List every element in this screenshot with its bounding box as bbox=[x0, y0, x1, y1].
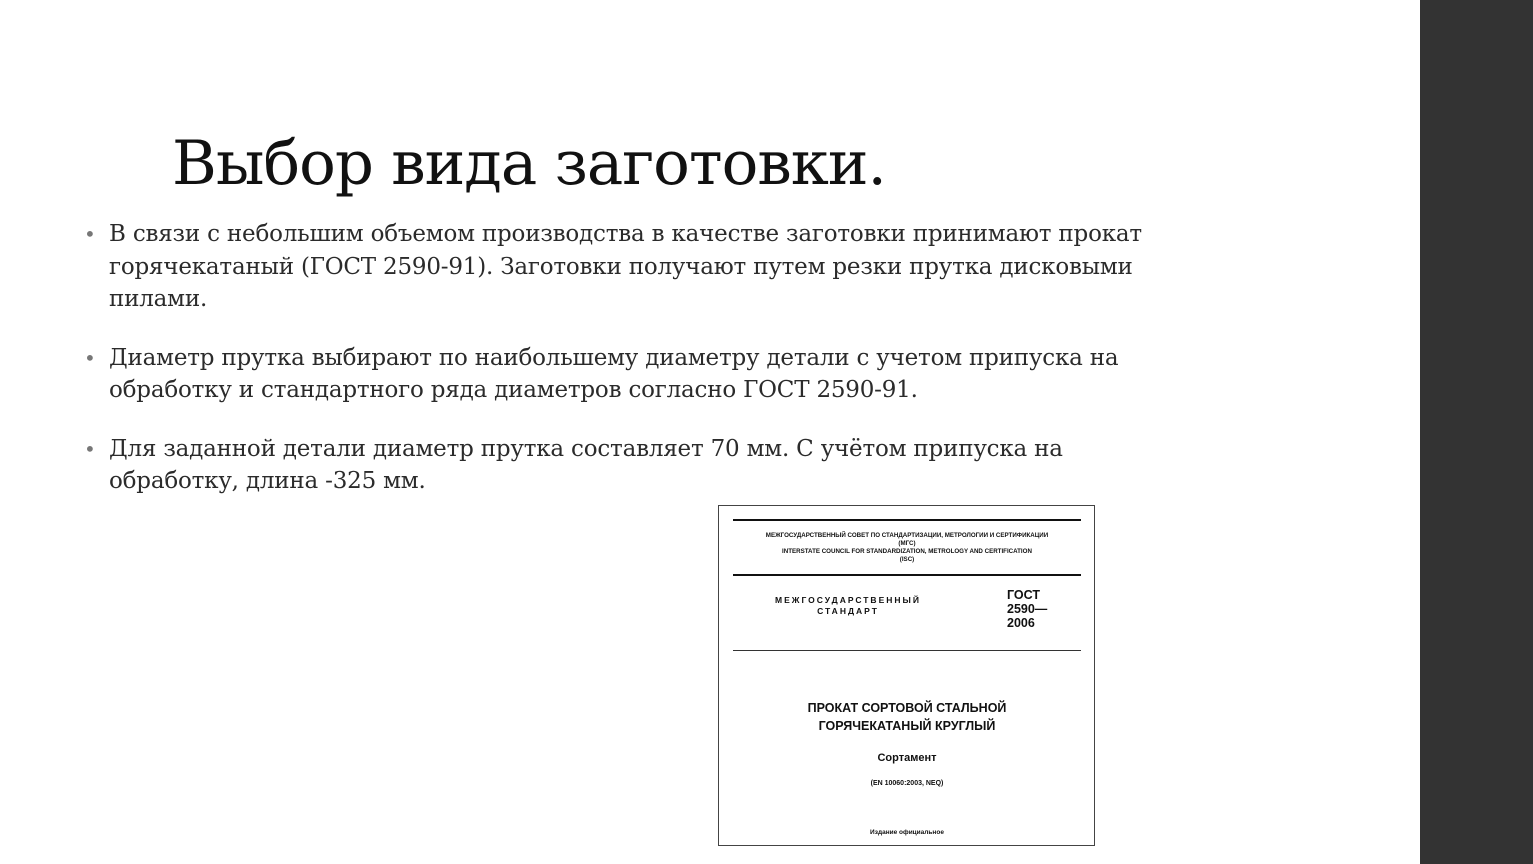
council-en: INTERSTATE COUNCIL FOR STANDARDIZATION, METROLOGY AND CERTIFICATION bbox=[782, 548, 1032, 555]
bullet-marker: • bbox=[84, 436, 96, 461]
interstate-standard bbox=[743, 595, 953, 617]
en-reference: (EN 10060:2003, NEQ) bbox=[870, 780, 944, 787]
official-edition: Издание официальное bbox=[870, 829, 944, 836]
bullet-text: Для заданной детали диаметр прутка составляет 70 мм. С учётом припуска на обработку, длина -325 мм. bbox=[109, 435, 1063, 494]
interstate-line-1: МЕЖГОСУДАРСТВЕННЫЙ bbox=[775, 595, 921, 605]
side-bar bbox=[1420, 0, 1533, 864]
council-en-abbr: (ISC) bbox=[899, 556, 915, 563]
product-line-1: ПРОКАТ СОРТОВОЙ СТАЛЬНОЙ bbox=[807, 701, 1007, 715]
assortment-label: Сортамент bbox=[877, 752, 937, 764]
divider bbox=[733, 519, 1081, 521]
gost-year: 2006 bbox=[1007, 616, 1035, 630]
council-ru-abbr: (МГС) bbox=[898, 540, 916, 547]
slide-title: Выбор вида заготовки. bbox=[172, 128, 886, 199]
gost-label: ГОСТ bbox=[1007, 588, 1040, 602]
bullet-list bbox=[82, 218, 1142, 524]
bullet-marker: • bbox=[84, 345, 96, 370]
bullet-item bbox=[82, 218, 1142, 316]
gost-document-image bbox=[718, 505, 1095, 846]
bullet-marker: • bbox=[84, 222, 96, 246]
product-title bbox=[733, 699, 1081, 735]
interstate-line-2: СТАНДАРТ bbox=[817, 606, 879, 616]
bullet-text: В связи с небольшим объемом производства в качестве заготовки принимают прокат горячекатаный (ГОСТ 2590-91). Заготовки получают путем резки прутка дисковыми пилами. bbox=[109, 221, 1142, 312]
product-line-2: ГОРЯЧЕКАТАНЫЙ КРУГЛЫЙ bbox=[818, 719, 996, 733]
bullet-text: Диаметр прутка выбирают по наибольшему диаметру детали с учетом припуска на обработку и стандартного ряда диаметров согласно ГОСТ 2590-91. bbox=[109, 344, 1119, 403]
council-ru: МЕЖГОСУДАРСТВЕННЫЙ СОВЕТ ПО СТАНДАРТИЗАЦИИ, МЕТРОЛОГИИ И СЕРТИФИКАЦИИ bbox=[765, 532, 1049, 539]
divider bbox=[733, 574, 1081, 576]
bullet-item bbox=[82, 433, 1142, 498]
bullet-item bbox=[82, 342, 1142, 407]
gost-number: 2590— bbox=[1007, 602, 1048, 616]
divider bbox=[733, 650, 1081, 651]
gost-code bbox=[1007, 588, 1047, 630]
council-header bbox=[733, 532, 1081, 564]
